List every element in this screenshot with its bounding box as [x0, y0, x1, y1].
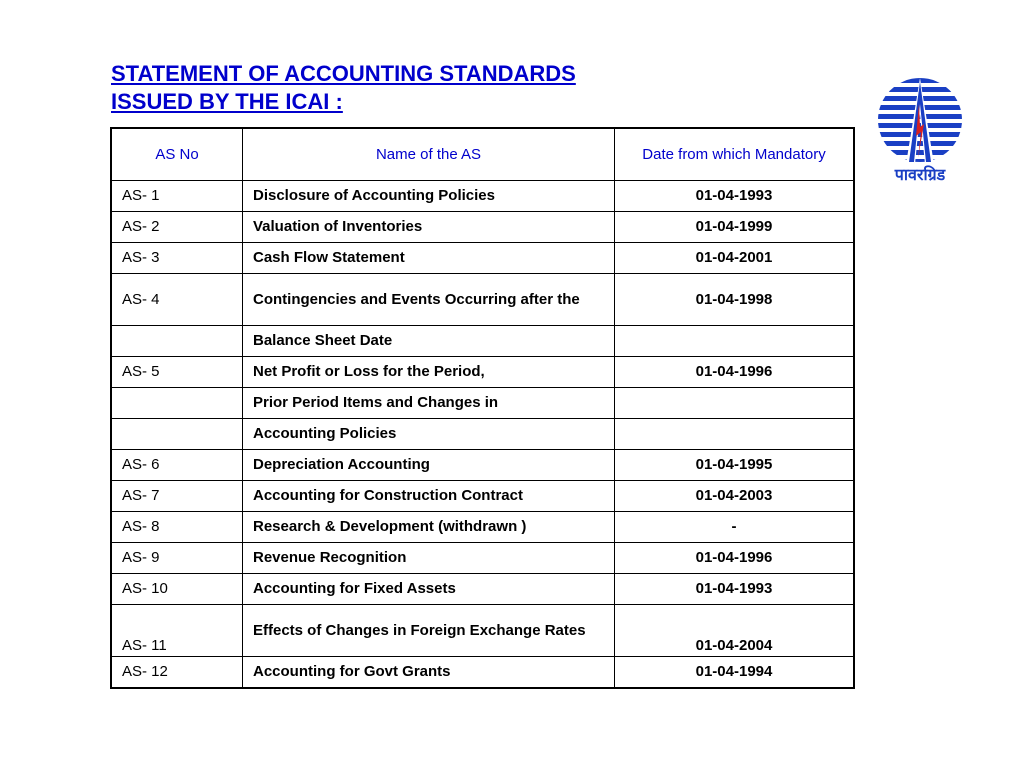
- table-row: [111, 357, 854, 388]
- as-name-cell: Contingencies and Events Occurring after the: [243, 274, 615, 326]
- as-date-cell: 01-04-1996: [615, 543, 855, 574]
- as-no-cell: AS- 3: [111, 243, 243, 274]
- as-date-cell: -: [615, 512, 855, 543]
- as-name-cell: Balance Sheet Date: [243, 326, 615, 357]
- as-name-cell: Net Profit or Loss for the Period,: [243, 357, 615, 388]
- as-no-cell: AS- 6: [111, 450, 243, 481]
- table-row: [111, 481, 854, 512]
- accounting-standards-table: [110, 127, 855, 689]
- as-name-cell: Effects of Changes in Foreign Exchange Rates: [243, 605, 615, 657]
- as-name-cell: Disclosure of Accounting Policies: [243, 181, 615, 212]
- as-no-cell: AS- 12: [111, 657, 243, 689]
- as-name-cell: Valuation of Inventories: [243, 212, 615, 243]
- as-name-cell: Accounting for Govt Grants: [243, 657, 615, 689]
- table-row: [111, 512, 854, 543]
- as-no-cell: AS- 8: [111, 512, 243, 543]
- as-date-cell: 01-04-1994: [615, 657, 855, 689]
- table-row: [111, 657, 854, 689]
- table-row: [111, 605, 854, 657]
- as-date-cell: 01-04-2004: [615, 605, 855, 657]
- as-no-cell: AS- 10: [111, 574, 243, 605]
- as-date-cell: 01-04-1999: [615, 212, 855, 243]
- as-name-cell: Accounting for Construction Contract: [243, 481, 615, 512]
- as-no-cell: AS- 1: [111, 181, 243, 212]
- as-no-cell: AS- 4: [111, 274, 243, 326]
- as-date-cell: 01-04-1996: [615, 357, 855, 388]
- header-date: Date from which Mandatory: [615, 128, 855, 181]
- as-no-cell: AS- 7: [111, 481, 243, 512]
- as-name-cell: Cash Flow Statement: [243, 243, 615, 274]
- as-date-cell: 01-04-2003: [615, 481, 855, 512]
- logo-text: पावरग्रिड: [894, 165, 946, 184]
- table-row: [111, 326, 854, 357]
- table-row: [111, 543, 854, 574]
- table-row: [111, 274, 854, 326]
- as-date-cell: 01-04-1995: [615, 450, 855, 481]
- as-no-cell: [111, 419, 243, 450]
- title-line-2: ISSUED BY THE ICAI :: [111, 89, 343, 114]
- as-date-cell: [615, 388, 855, 419]
- powergrid-emblem-icon: [872, 74, 968, 186]
- table-row: [111, 450, 854, 481]
- as-name-cell: Revenue Recognition: [243, 543, 615, 574]
- table-row: [111, 243, 854, 274]
- as-no-cell: AS- 5: [111, 357, 243, 388]
- table-row: [111, 212, 854, 243]
- as-date-cell: [615, 326, 855, 357]
- table-header-row: [111, 128, 854, 181]
- table-row: [111, 388, 854, 419]
- as-no-cell: AS- 2: [111, 212, 243, 243]
- as-no-cell: [111, 326, 243, 357]
- as-name-cell: Accounting for Fixed Assets: [243, 574, 615, 605]
- as-no-cell: AS- 9: [111, 543, 243, 574]
- as-date-cell: 01-04-1998: [615, 274, 855, 326]
- as-no-cell: AS- 11: [111, 605, 243, 657]
- page-title: [111, 60, 576, 116]
- header-name: Name of the AS: [243, 128, 615, 181]
- header-as-no: AS No: [111, 128, 243, 181]
- powergrid-logo: [872, 74, 968, 186]
- as-date-cell: 01-04-1993: [615, 574, 855, 605]
- as-name-cell: Prior Period Items and Changes in: [243, 388, 615, 419]
- as-name-cell: Accounting Policies: [243, 419, 615, 450]
- as-date-cell: [615, 419, 855, 450]
- table-row: [111, 574, 854, 605]
- as-date-cell: 01-04-1993: [615, 181, 855, 212]
- table-row: [111, 419, 854, 450]
- table-row: [111, 181, 854, 212]
- as-name-cell: Research & Development (withdrawn ): [243, 512, 615, 543]
- as-no-cell: [111, 388, 243, 419]
- title-line-1: STATEMENT OF ACCOUNTING STANDARDS: [111, 61, 576, 86]
- as-date-cell: 01-04-2001: [615, 243, 855, 274]
- as-name-cell: Depreciation Accounting: [243, 450, 615, 481]
